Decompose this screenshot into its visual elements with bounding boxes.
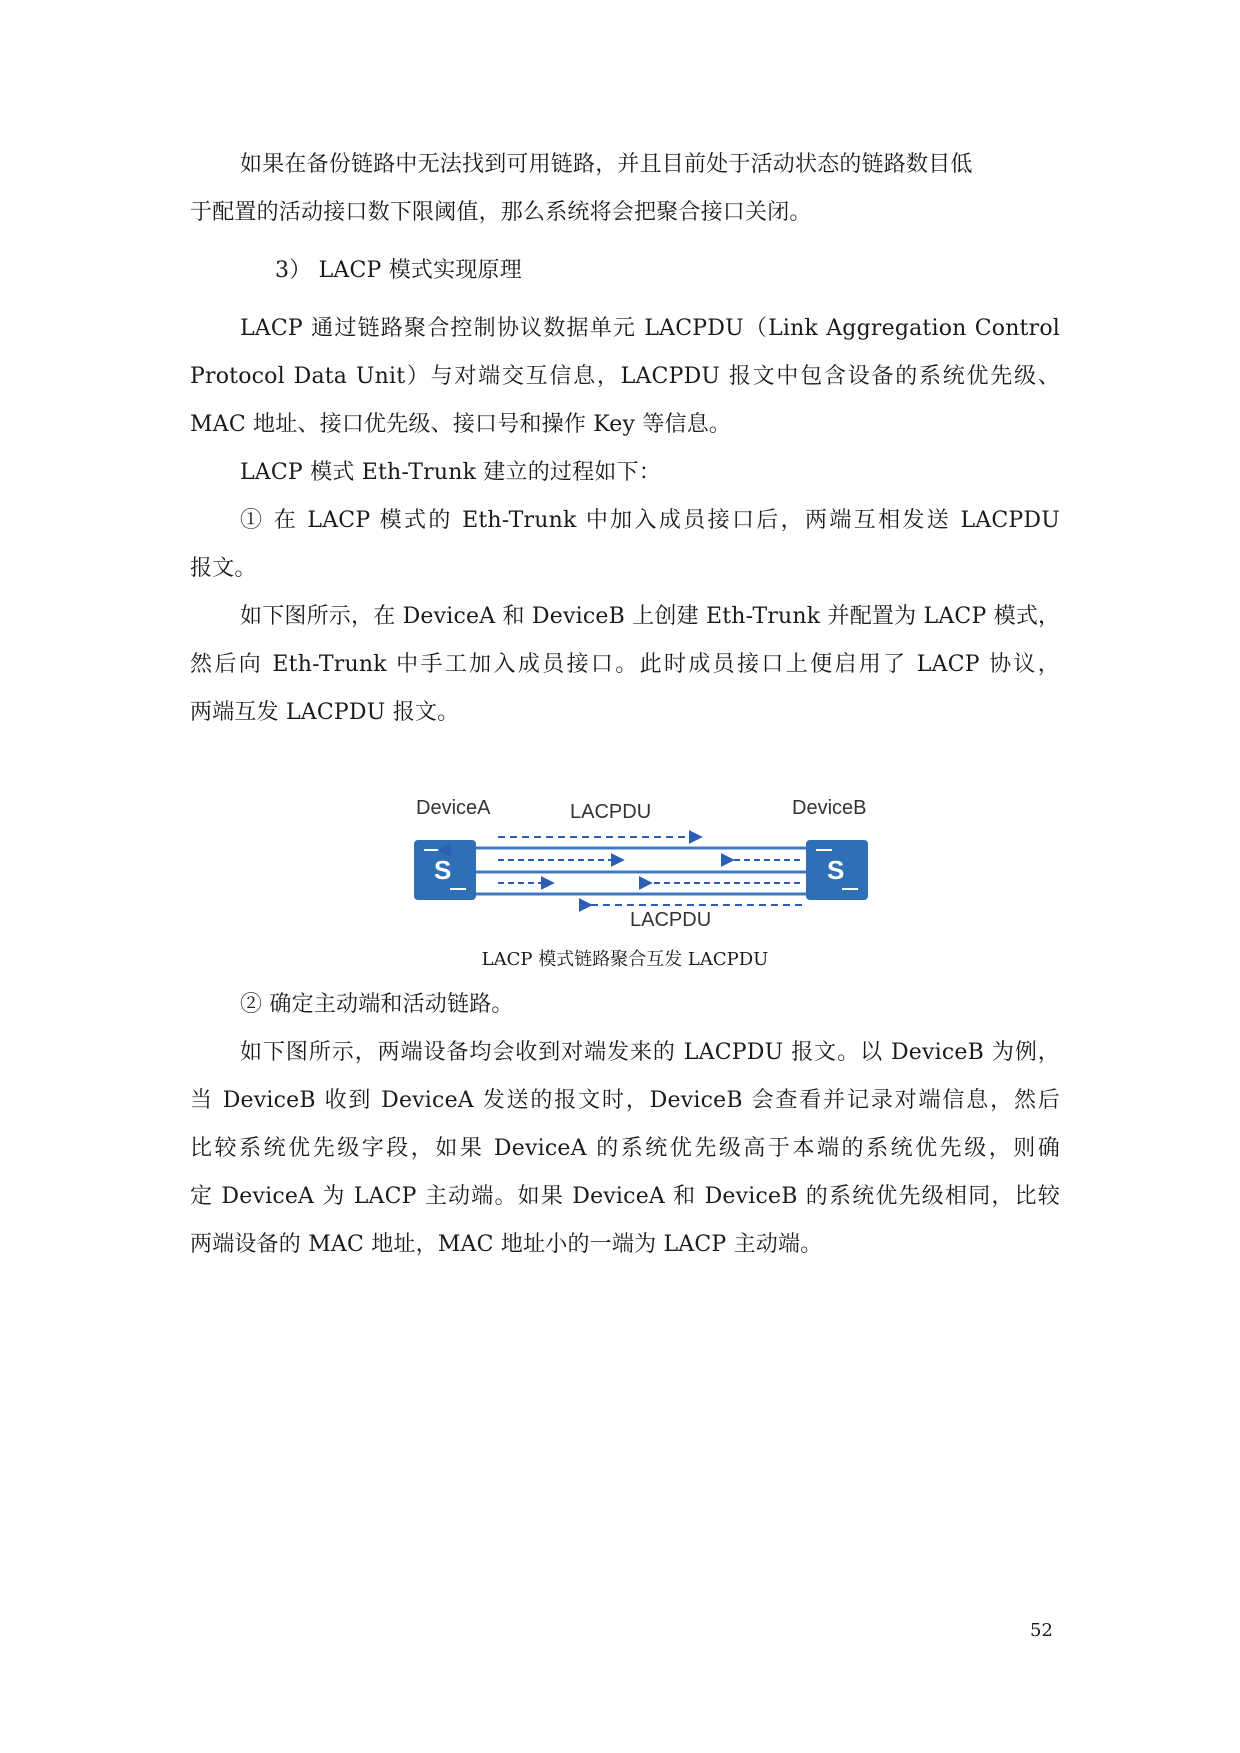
device-b-label: DeviceB: [792, 797, 867, 819]
page-number: 52: [1030, 1620, 1053, 1641]
paragraph-line: MAC 地址、接口优先级、接口号和操作 Key 等信息。: [190, 412, 732, 437]
device-a-label: DeviceA: [416, 797, 491, 819]
paragraph-line: 如下图所示，在 DeviceA 和 DeviceB 上创建 Eth-Trunk 并配置为 LACP 模式，: [240, 604, 1061, 629]
paragraph-line: Protocol Data Unit）与对端交互信息，LACPDU 报文中包含设备的系统优先级、: [190, 364, 1060, 389]
switch-a-glyph: S: [434, 855, 452, 885]
lacpdu-top-label: LACPDU: [570, 801, 652, 823]
lacp-diagram: [410, 790, 880, 930]
paragraph-line: 定 DeviceA 为 LACP 主动端。如果 DeviceA 和 DeviceB 的系统优先级相同，比较: [190, 1184, 1060, 1209]
paragraph-line: LACP 通过链路聚合控制协议数据单元 LACPDU（Link Aggregation Control: [240, 316, 1060, 341]
eth-trunk-links: [470, 848, 810, 894]
paragraph-line: 比较系统优先级字段，如果 DeviceA 的系统优先级高于本端的系统优先级，则确: [190, 1136, 1060, 1161]
paragraph-line: 然后向 Eth-Trunk 中手工加入成员接口。此时成员接口上便启用了 LACP 协议，: [190, 652, 1060, 677]
paragraph-line: 当 DeviceB 收到 DeviceA 发送的报文时，DeviceB 会查看并记录对端信息，然后: [190, 1088, 1060, 1113]
switch-b-icon: [806, 840, 868, 900]
step-line: 报文。: [190, 556, 257, 581]
paragraph-line: LACP 模式 Eth-Trunk 建立的过程如下：: [240, 460, 661, 485]
figure-caption: LACP 模式链路聚合互发 LACPDU: [481, 949, 769, 970]
paragraph-line: 两端互发 LACPDU 报文。: [190, 700, 460, 725]
section-heading: 3） LACP 模式实现原理: [275, 258, 522, 283]
switch-a-icon: [414, 840, 476, 900]
lacpdu-bottom-label: LACPDU: [630, 909, 712, 930]
step-line: ② 确定主动端和活动链路。: [240, 992, 514, 1017]
paragraph-line: 于配置的活动接口数下限阈值，那么系统将会把聚合接口关闭。: [190, 200, 812, 225]
lacp-figure: [410, 790, 880, 930]
paragraph-line: 如果在备份链路中无法找到可用链路，并且目前处于活动状态的链路数目低: [240, 152, 973, 177]
step-line: ① 在 LACP 模式的 Eth-Trunk 中加入成员接口后，两端互相发送 LACPDU: [240, 508, 1060, 533]
paragraph-line: 两端设备的 MAC 地址，MAC 地址小的一端为 LACP 主动端。: [190, 1232, 823, 1257]
switch-b-glyph: S: [827, 855, 845, 885]
paragraph-line: 如下图所示，两端设备均会收到对端发来的 LACPDU 报文。以 DeviceB 为例，: [240, 1040, 1060, 1065]
